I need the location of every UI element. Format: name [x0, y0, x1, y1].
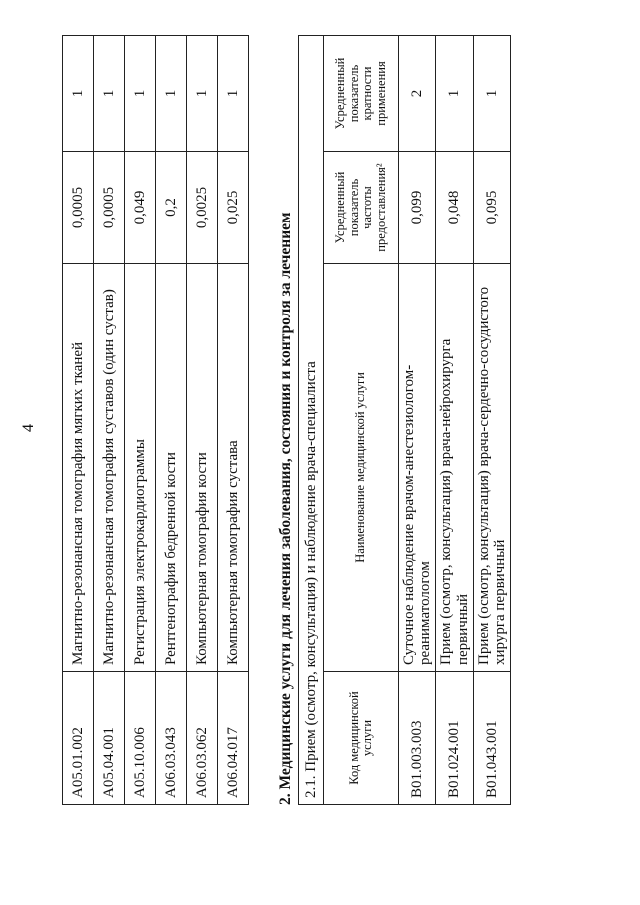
table-subheading: 2.1. Прием (осмотр, консультация) и наблюдение врача-специалиста	[299, 36, 324, 805]
frequency-value: 0,049	[125, 152, 156, 264]
multiplicity-value: 1	[125, 36, 156, 152]
multiplicity-value: 2	[399, 36, 436, 152]
service-name: Прием (осмотр, консультация) врача-нейрохирурга первичный	[436, 264, 473, 672]
section-heading: 2. Медицинские услуги для лечения заболевания, состояния и контроля за лечением	[277, 212, 294, 805]
header-frequency: Усредненный показатель частоты предоставления²	[324, 152, 399, 264]
table-row	[63, 36, 94, 805]
multiplicity-value: 1	[94, 36, 125, 152]
table-header-row	[324, 36, 399, 805]
service-code: A05.01.002	[63, 672, 94, 805]
service-name: Компьютерная томография кости	[187, 264, 218, 672]
table-row	[218, 36, 249, 805]
service-code: A06.03.043	[156, 672, 187, 805]
multiplicity-value: 1	[187, 36, 218, 152]
header-multiplicity: Усредненный показатель кратности применения	[324, 36, 399, 152]
service-code: A06.03.062	[187, 672, 218, 805]
table-subheading-row	[299, 36, 324, 805]
table-row	[399, 36, 436, 805]
multiplicity-value: 1	[156, 36, 187, 152]
service-code: B01.043.001	[473, 672, 510, 805]
table-row	[187, 36, 218, 805]
table-row	[94, 36, 125, 805]
multiplicity-value: 1	[218, 36, 249, 152]
service-name: Магнитно-резонансная томография мягких тканей	[63, 264, 94, 672]
frequency-value: 0,0005	[63, 152, 94, 264]
service-name: Суточное наблюдение врачом-анестезиологом-реаниматологом	[399, 264, 436, 672]
services-table-2	[298, 35, 511, 805]
multiplicity-value: 1	[63, 36, 94, 152]
service-code: A06.04.017	[218, 672, 249, 805]
table-row	[436, 36, 473, 805]
frequency-value: 0,0025	[187, 152, 218, 264]
service-name: Регистрация электрокардиограммы	[125, 264, 156, 672]
services-table-1	[62, 35, 249, 805]
multiplicity-value: 1	[473, 36, 510, 152]
frequency-value: 0,099	[399, 152, 436, 264]
frequency-value: 0,025	[218, 152, 249, 264]
service-code: B01.024.001	[436, 672, 473, 805]
service-code: B01.003.003	[399, 672, 436, 805]
table-row	[156, 36, 187, 805]
service-name: Компьютерная томография сустава	[218, 264, 249, 672]
multiplicity-value: 1	[436, 36, 473, 152]
service-name: Прием (осмотр, консультация) врача-сердечно-сосудистого хирурга первичный	[473, 264, 510, 672]
frequency-value: 0,048	[436, 152, 473, 264]
frequency-value: 0,0005	[94, 152, 125, 264]
frequency-value: 0,2	[156, 152, 187, 264]
service-code: A05.04.001	[94, 672, 125, 805]
frequency-value: 0,095	[473, 152, 510, 264]
header-code: Код медицинской услуги	[324, 672, 399, 805]
service-code: A05.10.006	[125, 672, 156, 805]
table-row	[125, 36, 156, 805]
service-name: Магнитно-резонансная томография суставов (один сустав)	[94, 264, 125, 672]
table-row	[473, 36, 510, 805]
service-name: Рентгенография бедренной кости	[156, 264, 187, 672]
header-name: Наименование медицинской услуги	[324, 264, 399, 672]
page-number: 4	[20, 424, 37, 432]
